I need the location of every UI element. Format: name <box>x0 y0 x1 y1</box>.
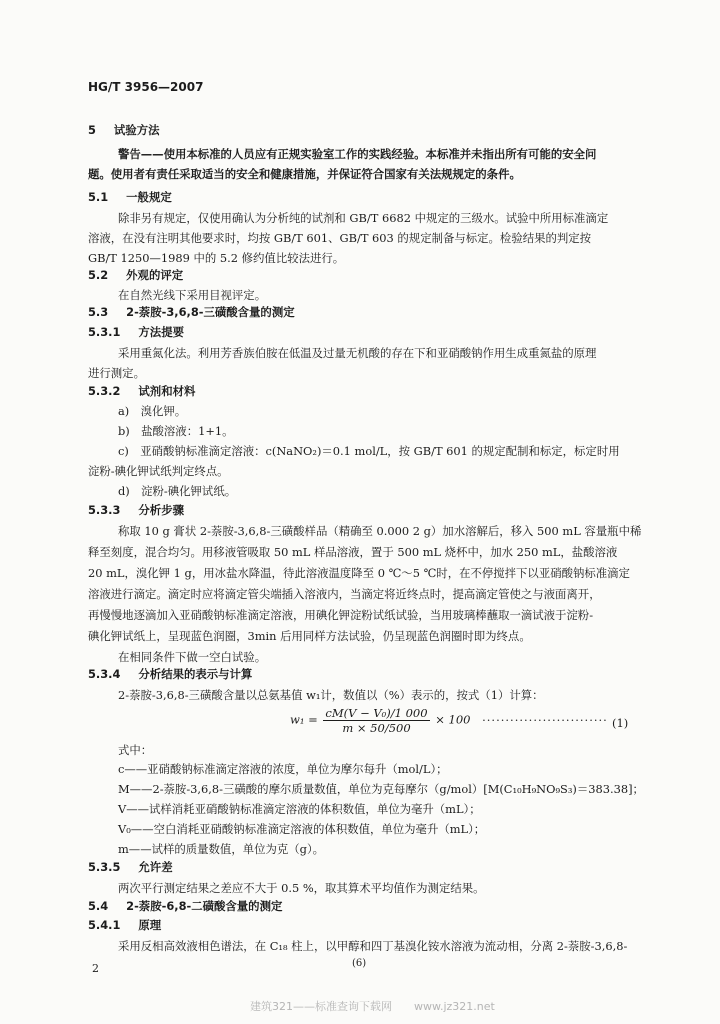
formula-fraction <box>323 706 429 735</box>
section-title: 外观的评定 <box>126 268 184 282</box>
variable-definition: m——试样的质量数值，单位为克（g）。 <box>118 842 325 856</box>
paragraph-line: 溶液，在没有注明其他要求时，均按 GB/T 601、GB/T 603 的规定制备与标定。检验结果的判定按 <box>88 231 592 245</box>
paragraph-line: 在自然光线下采用目视评定。 <box>118 288 267 302</box>
list-item: d) 淀粉-碘化钾试纸。 <box>118 484 237 498</box>
page-number: 2 <box>92 962 99 975</box>
formula-denominator: m × 50/500 <box>342 721 411 735</box>
paragraph-line: 释至刻度，混合均匀。用移液管吸取 50 mL 样品溶液，置于 500 mL 烧杯中，加水 250 mL，盐酸溶液 <box>88 545 618 559</box>
section-title: 原理 <box>138 918 162 932</box>
section-5-1-heading <box>88 189 172 205</box>
variable-definition: c——亚硝酸钠标准滴定溶液的浓度，单位为摩尔每升（mol/L）； <box>118 762 448 776</box>
section-5-heading <box>88 122 159 138</box>
page-sub-number: (6) <box>352 958 367 969</box>
paragraph-line: GB/T 1250—1989 中的 5.2 修约值比较法进行。 <box>88 251 345 265</box>
section-number: 5.2 <box>88 268 109 282</box>
paragraph-line: 在相同条件下做一空白试验。 <box>118 650 267 664</box>
paragraph-line: 20 mL，溴化钾 1 g，用冰盐水降温，待此溶液温度降至 0 ℃～5 ℃时，在不停搅拌下以亚硝酸钠标准滴定 <box>88 566 630 580</box>
formula-intro: 2-萘胺-3,6,8-三磺酸含量以总氨基值 w₁计，数值以（%）表示的，按式（1）计算： <box>118 688 544 702</box>
section-title: 试剂和材料 <box>138 384 196 398</box>
formula-rhs: × 100 <box>435 712 471 727</box>
section-number: 5.1 <box>88 190 109 204</box>
formula-numerator: cM(V − V₀)/1 000 <box>325 706 428 720</box>
section-5-3-1-heading <box>88 324 184 340</box>
section-5-4-heading <box>88 898 282 914</box>
section-5-2-heading <box>88 267 183 283</box>
standard-number: HG/T 3956—2007 <box>88 80 204 94</box>
section-title: 分析步骤 <box>138 503 184 517</box>
formula-leader-dots: ··························· <box>482 712 608 727</box>
list-item: b) 盐酸溶液：1+1。 <box>118 424 234 438</box>
section-number: 5 <box>88 123 96 137</box>
section-number: 5.3.3 <box>88 503 121 517</box>
list-item-continuation: 淀粉-碘化钾试纸判定终点。 <box>88 464 229 478</box>
formula-lhs: w₁ = <box>290 712 318 727</box>
paragraph-line: 采用反相高效液相色谱法，在 C₁₈ 柱上，以甲醇和四丁基溴化铵水溶液为流动相，分离 2-萘胺-3,6,8- <box>118 939 628 953</box>
formula-1 <box>290 706 608 735</box>
section-5-3-3-heading <box>88 502 184 518</box>
section-title: 方法提要 <box>138 325 184 339</box>
section-number: 5.3 <box>88 305 109 319</box>
section-title: 允许差 <box>138 860 173 874</box>
section-title: 一般规定 <box>126 190 172 204</box>
paragraph-line: 称取 10 g 膏状 2-萘胺-3,6,8-三磺酸样品（精确至 0.000 2 g）加水溶解后，移入 500 mL 容量瓶中稀 <box>118 524 642 538</box>
section-number: 5.3.1 <box>88 325 121 339</box>
list-item: a) 溴化钾。 <box>118 404 187 418</box>
section-title: 2-萘胺-3,6,8-三磺酸含量的测定 <box>126 305 295 319</box>
section-5-3-2-heading <box>88 383 195 399</box>
equation-number: (1) <box>612 716 629 730</box>
warning-line-1: 警告——使用本标准的人员应有正规实验室工作的实践经验。本标准并未指出所有可能的安全问 <box>118 147 597 161</box>
section-number: 5.4.1 <box>88 918 121 932</box>
paragraph-line: 采用重氮化法。利用芳香族伯胺在低温及过量无机酸的存在下和亚硝酸钠作用生成重氮盐的原理 <box>118 346 597 360</box>
paragraph-line: 碘化钾试纸上，呈现蓝色润圈，3min 后用同样方法试验，仍呈现蓝色润圈时即为终点。 <box>88 629 531 643</box>
paragraph-line: 除非另有规定，仅使用确认为分析纯的试剂和 GB/T 6682 中规定的三级水。试验中所用标准滴定 <box>118 211 609 225</box>
paragraph-line: 两次平行测定结果之差应不大于 0.5 %，取其算术平均值作为测定结果。 <box>118 881 485 895</box>
paragraph-line: 再慢慢地逐滴加入亚硝酸钠标准滴定溶液，用碘化钾淀粉试纸试验，当用玻璃棒蘸取一滴试液于淀粉- <box>88 608 594 622</box>
variable-definition: M——2-萘胺-3,6,8-三磺酸的摩尔质量数值，单位为克每摩尔（g/mol）[M(C₁₀H₉NO₉S₃)＝383.38]； <box>118 782 644 796</box>
warning-line-2: 题。使用者有责任采取适当的安全和健康措施，并保证符合国家有关法规规定的条件。 <box>88 167 521 181</box>
section-5-4-1-heading <box>88 917 161 933</box>
watermark-text: 建筑321——标准查询下载网 www.jz321.net <box>250 1000 495 1013</box>
variable-definition: V₀——空白消耗亚硝酸钠标准滴定溶液的体积数值，单位为毫升（mL）； <box>118 822 486 836</box>
paragraph-line: 进行测定。 <box>88 366 145 380</box>
section-number: 5.3.5 <box>88 860 121 874</box>
section-5-3-4-heading <box>88 666 252 682</box>
where-label: 式中： <box>118 743 153 757</box>
section-number: 5.4 <box>88 899 109 913</box>
list-item: c) 亚硝酸钠标准滴定溶液：c(NaNO₂)＝0.1 mol/L，按 GB/T 601 的规定配制和标定，标定时用 <box>118 444 620 458</box>
section-title: 2-萘胺-6,8-二磺酸含量的测定 <box>126 899 283 913</box>
section-number: 5.3.2 <box>88 384 121 398</box>
variable-definition: V——试样消耗亚硝酸钠标准滴定溶液的体积数值，单位为毫升（mL）； <box>118 802 481 816</box>
section-title: 分析结果的表示与计算 <box>138 667 253 681</box>
section-5-3-5-heading <box>88 859 173 875</box>
section-5-3-heading <box>88 304 295 320</box>
section-number: 5.3.4 <box>88 667 121 681</box>
section-title: 试验方法 <box>113 123 160 137</box>
paragraph-line: 溶液进行滴定。滴定时应将滴定管尖端插入溶液内，当滴定将近终点时，提高滴定管使之与液面离开， <box>88 587 601 601</box>
